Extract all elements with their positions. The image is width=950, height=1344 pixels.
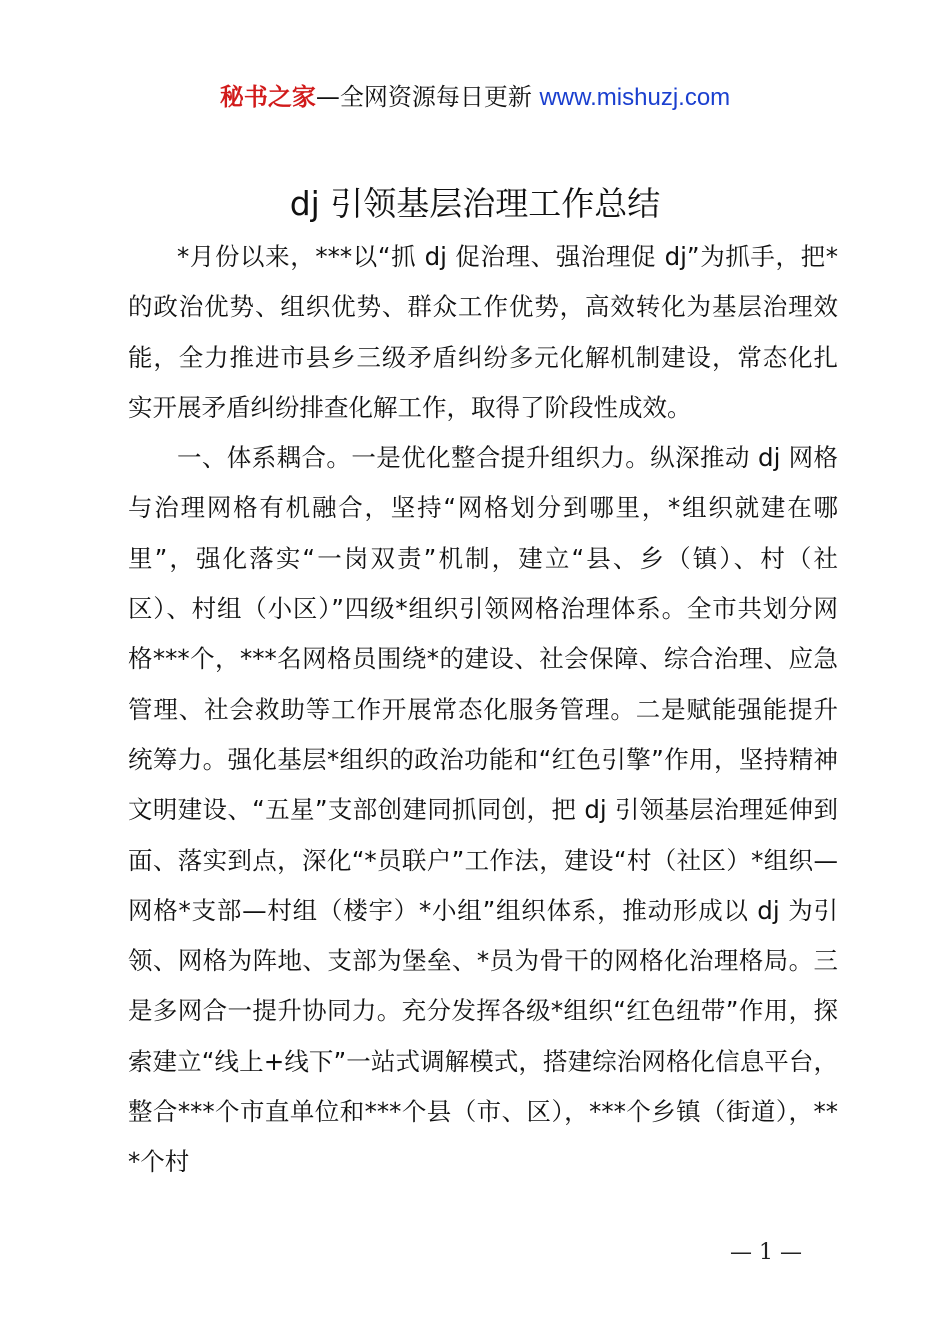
document-title: dj 引领基层治理工作总结 <box>289 184 661 223</box>
site-url-link[interactable]: www.mishuzj.com <box>539 84 731 111</box>
section-one-paragraph: 一、体系耦合。一是优化整合提升组织力。纵深推动 dj 网格与治理网格有机融合，坚持“网格划分到哪里，*组织就建在哪里”，强化落实“一岗双责”机制，建立“县、乡（镇）、村（社区）、村组（小区）”四级*组织引领网格治理体系。全市共划分网格***个，***名网格员围绕*的建设、社会保障、综合治理、应急管理、社会救助等工作开展常态化服务管理。二是赋能强能提升统筹力。强化基层*组织的政治功能和“红色引擎”作用，坚持精神文明建设、“五星”支部创建同抓同创，把 dj 引领基层治理延伸到面、落实到点，深化“*员联户”工作法，建设“村（社区）*组织—网格*支部—村组（楼宇）*小组”组织体系，推动形成以 dj 为引领、网格为阵地、支部为堡垒、*员为骨干的网格化治理格局。三是多网合一提升协同力。充分发挥各级*组织“红色纽带”作用，探索建立“线上+线下”一站式调解模式，搭建综治网格化信息平台，整合***个市直单位和***个县（市、区），***个乡镇（街道），***个村 <box>128 443 838 1177</box>
intro-paragraph: *月份以来，***以“抓 dj 促治理、强治理促 dj”为抓手，把*的政治优势、组织优势、群众工作优势，高效转化为基层治理效能，全力推进市县乡三级矛盾纠纷多元化解机制建设，常态化扎实开展矛盾纠纷排查化解工作，取得了阶段性成效。 <box>128 242 838 422</box>
page-number: — 1 — <box>730 1240 802 1265</box>
site-banner <box>0 80 950 115</box>
banner-tagline: —全网资源每日更新 <box>315 83 540 111</box>
document-body <box>128 232 838 1188</box>
brand-name: 秘书之家 <box>219 83 316 111</box>
